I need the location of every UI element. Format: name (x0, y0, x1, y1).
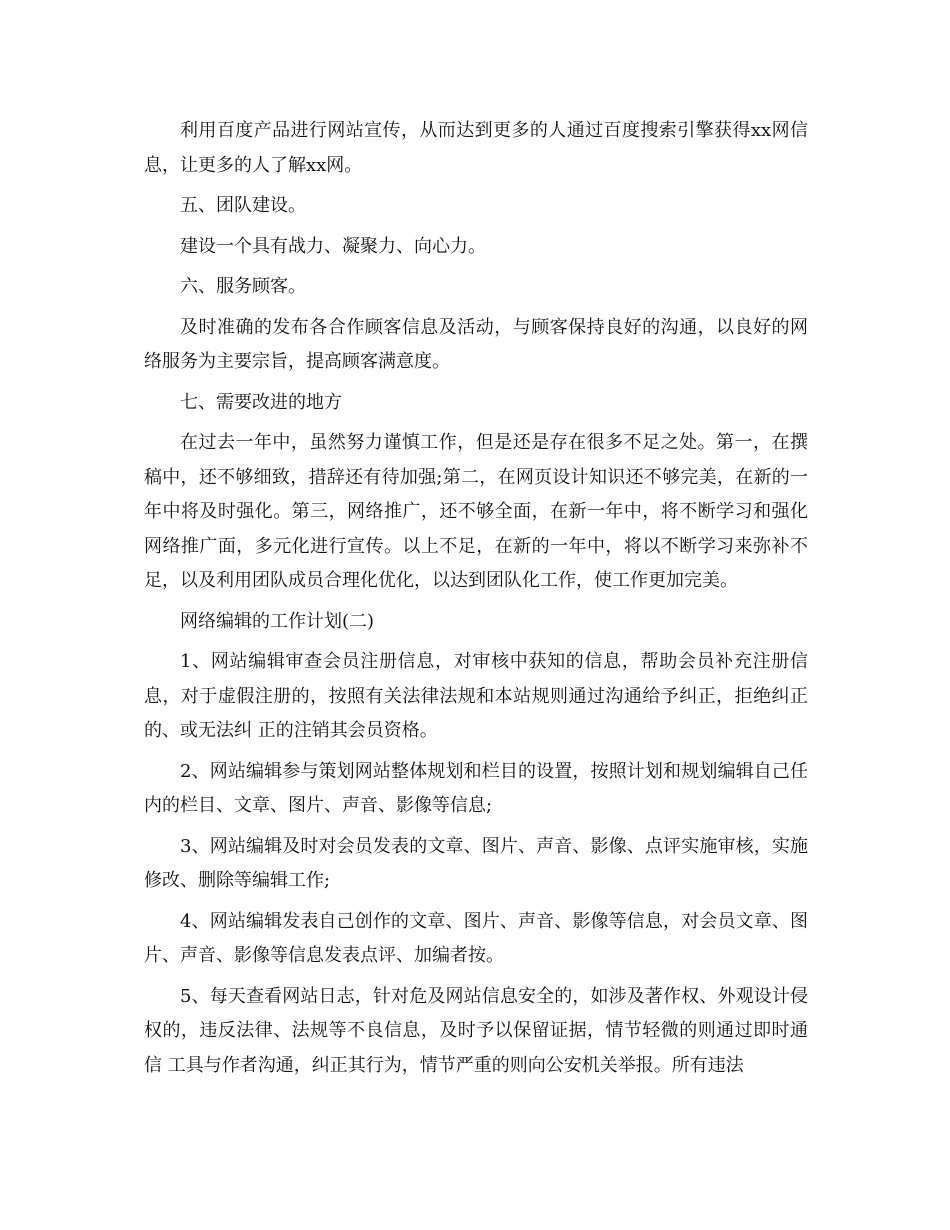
paragraph: 在过去一年中，虽然努力谨慎工作，但是还是存在很多不足之处。第一，在撰稿中，还不够细致，措辞还有待加强;第二，在网页设计知识还不够完美，在新的一年中将及时强化。第三，网络推广，还不够全面，在新一年中，将不断学习和强化网络推广面，多元化进行宣传。以上不足，在新的一年中，将以不断学习来弥补不足，以及利用团队成员合理化优化，以达到团队化工作，使工作更加完美。 (144, 432, 808, 591)
list-item: 2、网站编辑参与策划网站整体规划和栏目的设置，按照计划和规划编辑自己任内的栏目、文章、图片、声音、影像等信息; (144, 760, 808, 816)
list-item: 4、网站编辑发表自己创作的文章、图片、声音、影像等信息，对会员文章、图片、声音、影像等信息发表点评、加编者按。 (144, 910, 808, 966)
section-heading: 七、需要改进的地方 (180, 391, 342, 413)
section-heading: 五、团队建设。 (180, 195, 306, 216)
paragraph: 利用百度产品进行网站宣传，从而达到更多的人通过百度搜索引擎获得xx网信息，让更多的人了解xx网。 (144, 120, 808, 176)
list-item: 5、每天查看网站日志，针对危及网站信息安全的，如涉及著作权、外观设计侵权的，违反法律、法规等不良信息，及时予以保留证据，情节轻微的则通过即时通信 工具与作者沟通，纠正其行为，情节严重的则向公安机关举报。所有违法 (144, 985, 808, 1076)
list-item: 1、网站编辑审查会员注册信息，对审核中获知的信息，帮助会员补充注册信息，对于虚假注册的，按照有关法律法规和本站规则通过沟通给予纠正，拒绝纠正的、或无法纠 正的注销其会员资格。 (144, 651, 808, 741)
list-item: 3、网站编辑及时对会员发表的文章、图片、声音、影像、点评实施审核，实施修改、删除等编辑工作; (144, 835, 808, 891)
document-body (144, 114, 808, 1089)
paragraph: 建设一个具有战力、凝聚力、向心力。 (180, 235, 486, 257)
section-heading: 六、服务顾客。 (180, 276, 306, 297)
document-subtitle: 网络编辑的工作计划(二) (180, 610, 375, 632)
paragraph: 及时准确的发布各合作顾客信息及活动，与顾客保持良好的沟通，以良好的网络服务为主要宗旨，提高顾客满意度。 (144, 316, 808, 372)
